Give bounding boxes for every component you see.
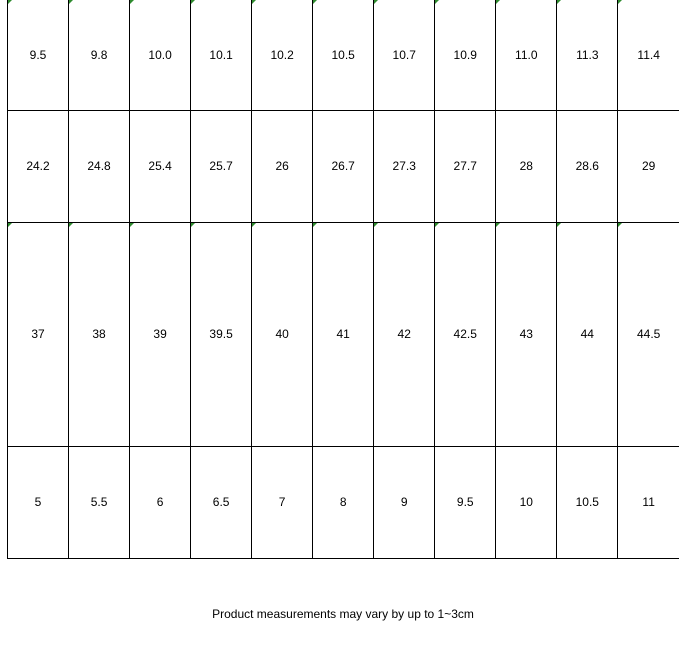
table-cell: 11 [618, 446, 679, 558]
cell-comment-marker-icon [435, 223, 439, 227]
table-cell: 10 [496, 446, 557, 558]
table-cell: 10.1 [191, 0, 252, 110]
table-cell: 9.5 [8, 0, 69, 110]
cell-comment-marker-icon [496, 0, 500, 4]
table-cell: 9 [374, 446, 435, 558]
table-cell: 9.8 [69, 0, 130, 110]
table-cell: 27.7 [435, 110, 496, 222]
table-cell: 6 [130, 446, 191, 558]
cell-comment-marker-icon [69, 0, 73, 4]
cell-comment-marker-icon [313, 0, 317, 4]
table-cell: 28.6 [557, 110, 618, 222]
table-cell: 6.5 [191, 446, 252, 558]
cell-comment-marker-icon [130, 223, 134, 227]
cell-comment-marker-icon [69, 223, 73, 227]
table-cell: 41 [313, 222, 374, 446]
size-chart-body [8, 0, 680, 558]
table-cell: 27.3 [374, 110, 435, 222]
cell-comment-marker-icon [557, 223, 561, 227]
table-cell: 25.4 [130, 110, 191, 222]
table-cell: 39 [130, 222, 191, 446]
table-cell: 5 [8, 446, 69, 558]
table-cell: 42 [374, 222, 435, 446]
table-cell: 10.2 [252, 0, 313, 110]
table-cell: 40 [252, 222, 313, 446]
table-cell: 11.3 [557, 0, 618, 110]
cell-comment-marker-icon [496, 223, 500, 227]
cell-comment-marker-icon [618, 223, 622, 227]
us-size-row [8, 446, 680, 558]
cell-comment-marker-icon [618, 0, 622, 4]
table-cell: 29 [618, 110, 679, 222]
cell-comment-marker-icon [252, 223, 256, 227]
table-cell: 26.7 [313, 110, 374, 222]
cell-comment-marker-icon [435, 0, 439, 4]
table-cell: 38 [69, 222, 130, 446]
table-cell: 25.7 [191, 110, 252, 222]
table-cell: 5.5 [69, 446, 130, 558]
table-cell: 24.2 [8, 110, 69, 222]
cell-comment-marker-icon [374, 223, 378, 227]
table-cell: 11.0 [496, 0, 557, 110]
cell-comment-marker-icon [374, 0, 378, 4]
table-cell: 42.5 [435, 222, 496, 446]
table-cell: 10.0 [130, 0, 191, 110]
foot-length-inch-row [8, 0, 680, 110]
foot-length-cm-row [8, 110, 680, 222]
table-cell: 10.9 [435, 0, 496, 110]
table-cell: 37 [8, 222, 69, 446]
cell-comment-marker-icon [8, 223, 12, 227]
table-cell: 9.5 [435, 446, 496, 558]
cell-comment-marker-icon [313, 223, 317, 227]
table-cell: 44.5 [618, 222, 679, 446]
table-cell: 28 [496, 110, 557, 222]
cell-comment-marker-icon [191, 223, 195, 227]
table-cell: 11.4 [618, 0, 679, 110]
eu-size-row [8, 222, 680, 446]
cell-comment-marker-icon [252, 0, 256, 4]
cell-comment-marker-icon [557, 0, 561, 4]
size-chart-table [7, 0, 679, 559]
cell-comment-marker-icon [8, 0, 12, 4]
measurement-disclaimer: Product measurements may vary by up to 1~3cm [212, 607, 474, 621]
cell-comment-marker-icon [130, 0, 134, 4]
table-cell: 10.5 [557, 446, 618, 558]
table-cell: 10.7 [374, 0, 435, 110]
table-cell: 7 [252, 446, 313, 558]
table-cell: 8 [313, 446, 374, 558]
table-cell: 26 [252, 110, 313, 222]
table-cell: 44 [557, 222, 618, 446]
cell-comment-marker-icon [191, 0, 195, 4]
table-cell: 10.5 [313, 0, 374, 110]
table-cell: 39.5 [191, 222, 252, 446]
table-cell: 24.8 [69, 110, 130, 222]
table-cell: 43 [496, 222, 557, 446]
